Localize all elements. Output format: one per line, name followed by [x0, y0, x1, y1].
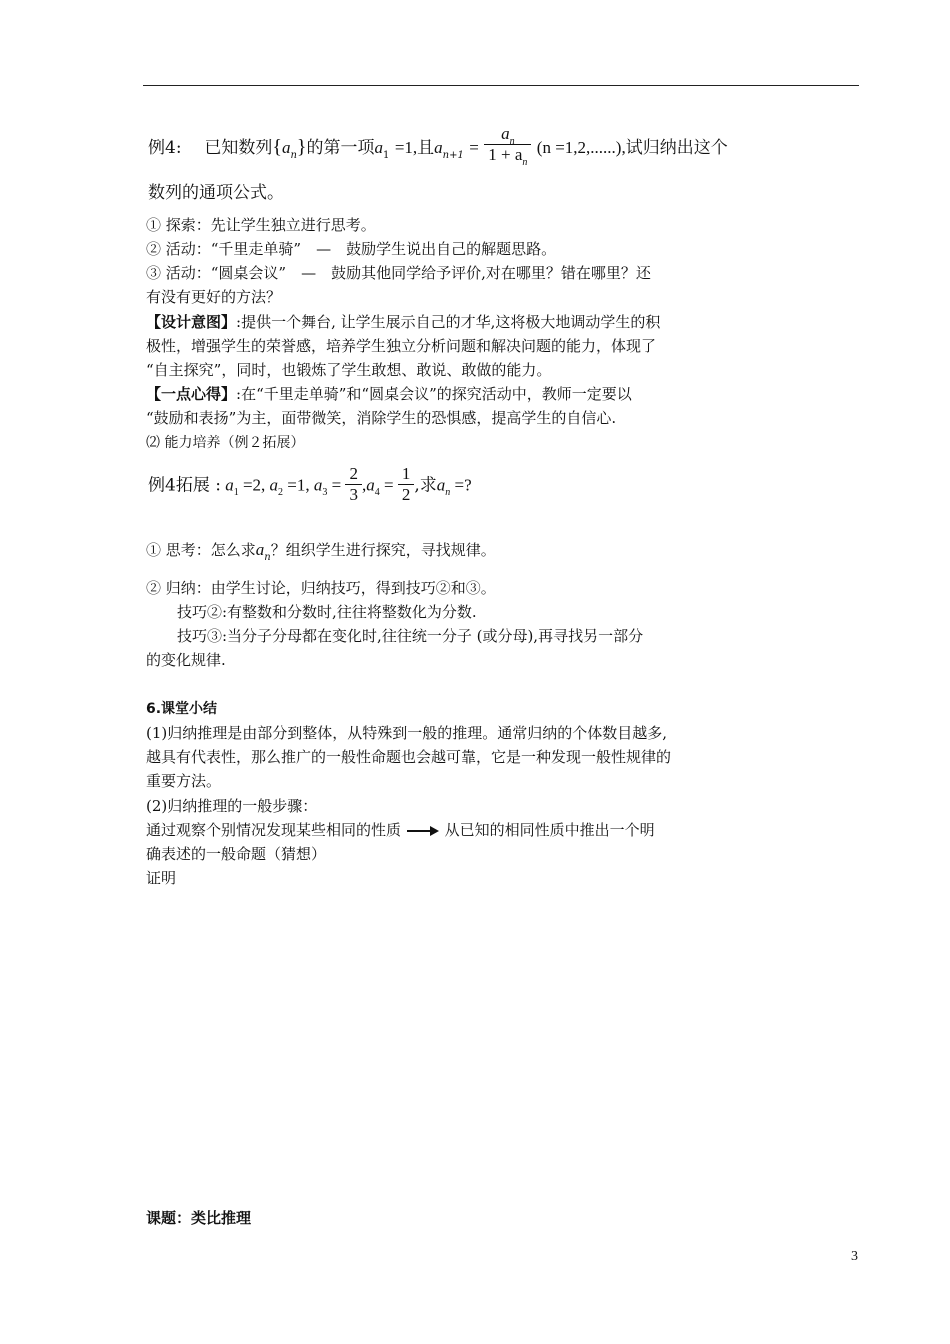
ability-heading: ⑵ 能力培养（例２拓展） — [146, 435, 305, 451]
design-intent-line1 — [146, 310, 660, 334]
example4-known: 已知数列 — [204, 138, 273, 158]
think-an-sub: n — [264, 552, 271, 563]
insight-line1 — [146, 382, 632, 406]
summary-line4: (2)归纳推理的一般步骤： — [146, 797, 318, 815]
step-activity2-cont: 有没有更好的方法？ — [146, 288, 282, 306]
step-explore: ① 探索：先让学生独立进行思考。 — [146, 216, 376, 234]
summary-line2: 越具有代表性，那么推广的一般性命题也会越可靠，它是一种发现一般性规律的 — [146, 748, 672, 766]
ext-a4-den: 2 — [398, 484, 415, 505]
summary-step-c: 证明 — [146, 869, 177, 887]
frac-den-sub: n — [522, 157, 528, 168]
insight-label: 【一点心得】 — [146, 385, 237, 403]
example4-tail: 试归纳出这个 — [625, 138, 728, 158]
induce-tip3: 技巧③:当分子分母都在变化时,往往统一分子 (或分母),再寻找另一部分 — [177, 627, 644, 645]
induce-tip3-cont: 的变化规律. — [146, 651, 226, 669]
ext-ask-tail: =? — [454, 475, 472, 495]
an1-sub: n+1 — [442, 150, 464, 161]
a1-eq: =1,且 — [394, 138, 435, 157]
design-intent-line2: 极性，增强学生的荣誉感，培养学生独立分析问题和解决问题的能力，体现了 — [146, 337, 657, 355]
think-prefix: ① 思考：怎么求 — [146, 541, 256, 559]
ext-a3: a — [313, 475, 323, 495]
an1-symbol: a — [434, 138, 443, 157]
header-rule — [143, 85, 859, 86]
ext-a4-eq: = — [383, 475, 394, 495]
page-number: 3 — [851, 1249, 858, 1264]
seq-symbol: a — [281, 138, 291, 157]
seq-sub: n — [290, 150, 297, 161]
seq-brace-close: } — [296, 136, 307, 158]
ext-a4-num: 1 — [401, 464, 411, 483]
summary-line3: 重要方法。 — [146, 772, 222, 790]
frac-den: 1 + a — [488, 145, 523, 164]
frac-num-sub: n — [509, 136, 515, 147]
example4-line2: 数列的通项公式。 — [148, 183, 284, 203]
summary-line1: (1)归纳推理是由部分到整体，从特殊到一般的推理。通常归纳的个体数目越多, — [146, 724, 668, 742]
eq-sign: = — [469, 138, 479, 157]
summary-step-a: 通过观察个别情况发现某些相同的性质 — [146, 821, 402, 839]
ext-a2: a — [269, 475, 279, 495]
think-an: a — [255, 540, 265, 559]
example4-line1 — [148, 124, 728, 168]
arrow-right-icon — [406, 825, 440, 837]
seq-braces: { — [272, 136, 282, 158]
summary-steps-line — [146, 818, 655, 842]
next-topic: 课题：类比推理 — [146, 1209, 252, 1227]
ext-a2-val: =1, — [287, 475, 310, 495]
insight-line2: “鼓励和表扬”为主，面带微笑，消除学生的恐惧感，提高学生的自信心. — [146, 409, 617, 427]
induce-tip2: 技巧②:有整数和分数时,往往将整数化为分数. — [177, 603, 477, 621]
ext-a1-val: =2, — [242, 475, 266, 495]
ext-a3-fraction — [345, 464, 362, 505]
insight-text: :在“千里走单骑”和“圆桌会议”的探究活动中，教师一定要以 — [236, 385, 632, 403]
ext-a3-den: 3 — [345, 484, 362, 505]
induce-line1: ② 归纳：由学生讨论，归纳技巧，得到技巧②和③。 — [146, 579, 496, 597]
think-suffix: ？组织学生进行探究，寻找规律。 — [270, 541, 496, 559]
step-activity1: ② 活动：“千里走单骑” — 鼓励学生说出自己的解题思路。 — [146, 240, 557, 258]
range: (n =1,2,......), — [536, 138, 626, 157]
example4-label: 例4: — [148, 138, 182, 158]
design-intent-line3: “自主探究”，同时，也锻炼了学生敢想、敢说、敢做的能力。 — [146, 361, 552, 379]
ext-a4: a — [366, 475, 375, 495]
extension-label: 例4拓展 : — [148, 475, 221, 496]
example4-fraction — [484, 124, 531, 168]
ext-a1: a — [225, 475, 234, 495]
a1-symbol: a — [374, 138, 384, 157]
frac-num: a — [501, 124, 510, 143]
a1-sub: 1 — [383, 150, 390, 161]
example4-first: 的第一项 — [306, 138, 375, 158]
ext-a3-eq: = — [331, 475, 342, 495]
think-line — [146, 538, 496, 565]
ext-a4-fraction — [398, 464, 415, 505]
ext-a3-num: 2 — [349, 464, 358, 483]
extension-equation: 例4拓展 : $a_1 =2$, $a_2 =1$, $a_3$ = $\frac{2}{3}$ $,a_4$ = $\frac{1}{2}$ ,求$a_n$ =? — [148, 464, 472, 504]
design-intent-label: 【设计意图】 — [146, 313, 237, 331]
step-activity2: ③ 活动：“圆桌会议” — 鼓励其他同学给予评价,对在哪里？错在哪里？还 — [146, 264, 651, 282]
ext-an: a — [436, 475, 446, 495]
design-intent-text: :提供一个舞台, 让学生展示自己的才华,这将极大地调动学生的积 — [236, 313, 661, 331]
summary-step-b: 从已知的相同性质中推出一个明 — [444, 821, 655, 839]
summary-heading: 6.课堂小结 — [146, 701, 218, 717]
ext-ask: ,求 — [414, 475, 437, 496]
summary-step-b2: 确表述的一般命题（猜想） — [146, 845, 327, 863]
